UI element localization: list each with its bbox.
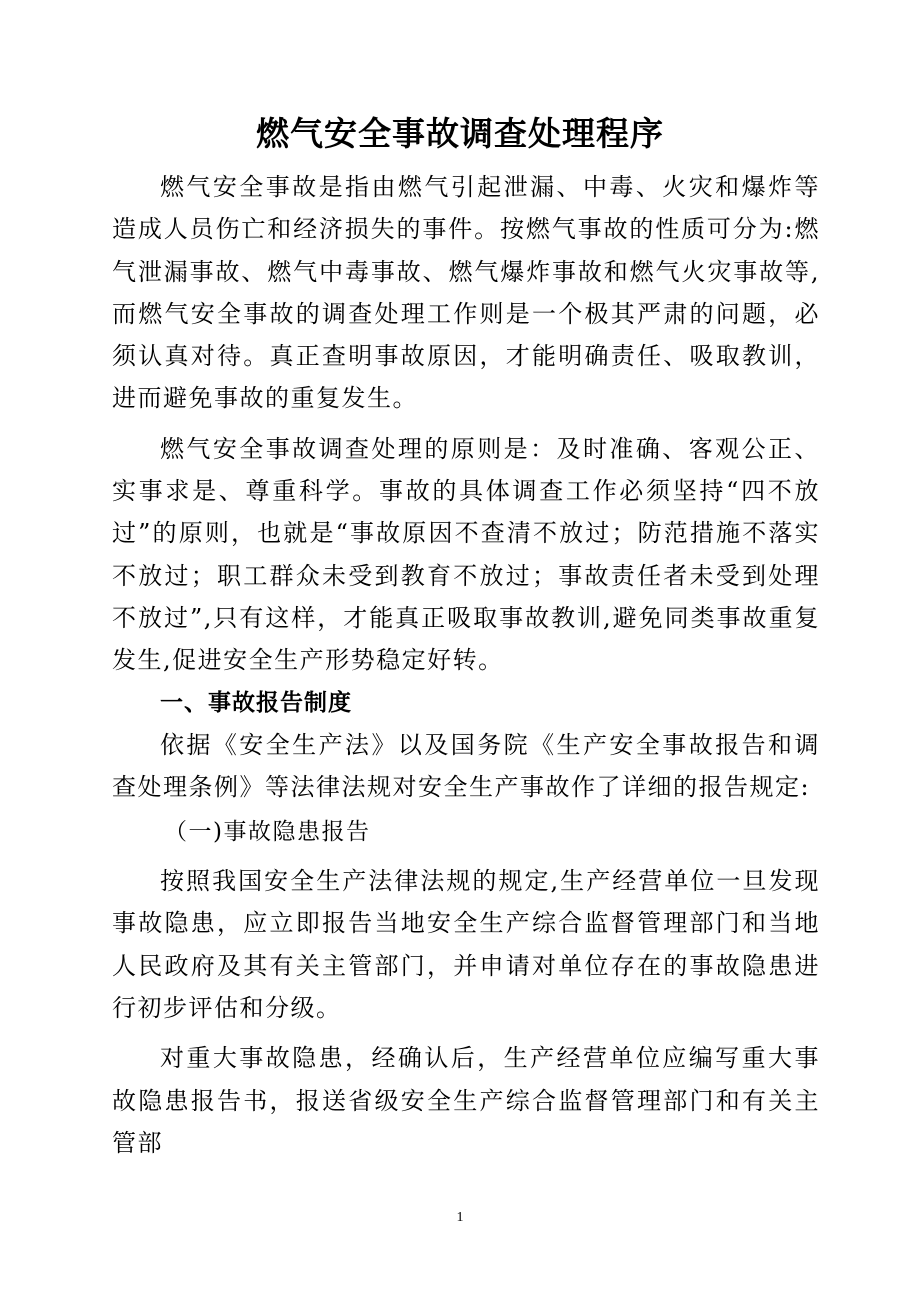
paragraph-major-hazard: 对重大事故隐患，经确认后，生产经营单位应编写重大事故隐患报告书，报送省级安全生产综合监督管理部门和有关主管部 [112, 1044, 820, 1157]
page-number: 1 [456, 1210, 464, 1225]
paragraph-hazard-report: 按照我国安全生产法律法规的规定,生产经营单位一旦发现事故隐患，应立即报告当地安全生产综合监督管理部门和当地人民政府及其有关主管部门，并申请对单位存在的事故隐患进行初步评估和分级。 [112, 867, 820, 1023]
document-body [112, 166, 820, 1164]
subsection-heading: （一)事故隐患报告 [164, 819, 371, 846]
document-title: 燃气安全事故调查处理程序 [256, 114, 664, 153]
paragraph-principles: 燃气安全事故调查处理的原则是：及时准确、客观公正、实事求是、尊重科学。事故的具体调查工作必须坚持“四不放过”的原则，也就是“事故原因不查清不放过；防范措施不落实不放过；职工群众未受到教育不放过；事故责任者未受到处理不放过”,只有这样，才能真正吸取事故教训,避免同类事故重复发生,促进安全生产形势稳定好转。 [112, 434, 820, 675]
section-intro: 依据《安全生产法》以及国务院《生产安全事故报告和调查处理条例》等法律法规对安全生产事故作了详细的报告规定: [112, 730, 820, 801]
section-heading: 一、事故报告制度 [160, 689, 352, 716]
paragraph-definition: 燃气安全事故是指由燃气引起泄漏、中毒、火灾和爆炸等造成人员伤亡和经济损失的事件。按燃气事故的性质可分为:燃气泄漏事故、燃气中毒事故、燃气爆炸事故和燃气火灾事故等,而燃气安全事故的调查处理工作则是一个极其严肃的问题，必须认真对待。真正查明事故原因，才能明确责任、吸取教训，进而避免事故的重复发生。 [112, 173, 820, 413]
